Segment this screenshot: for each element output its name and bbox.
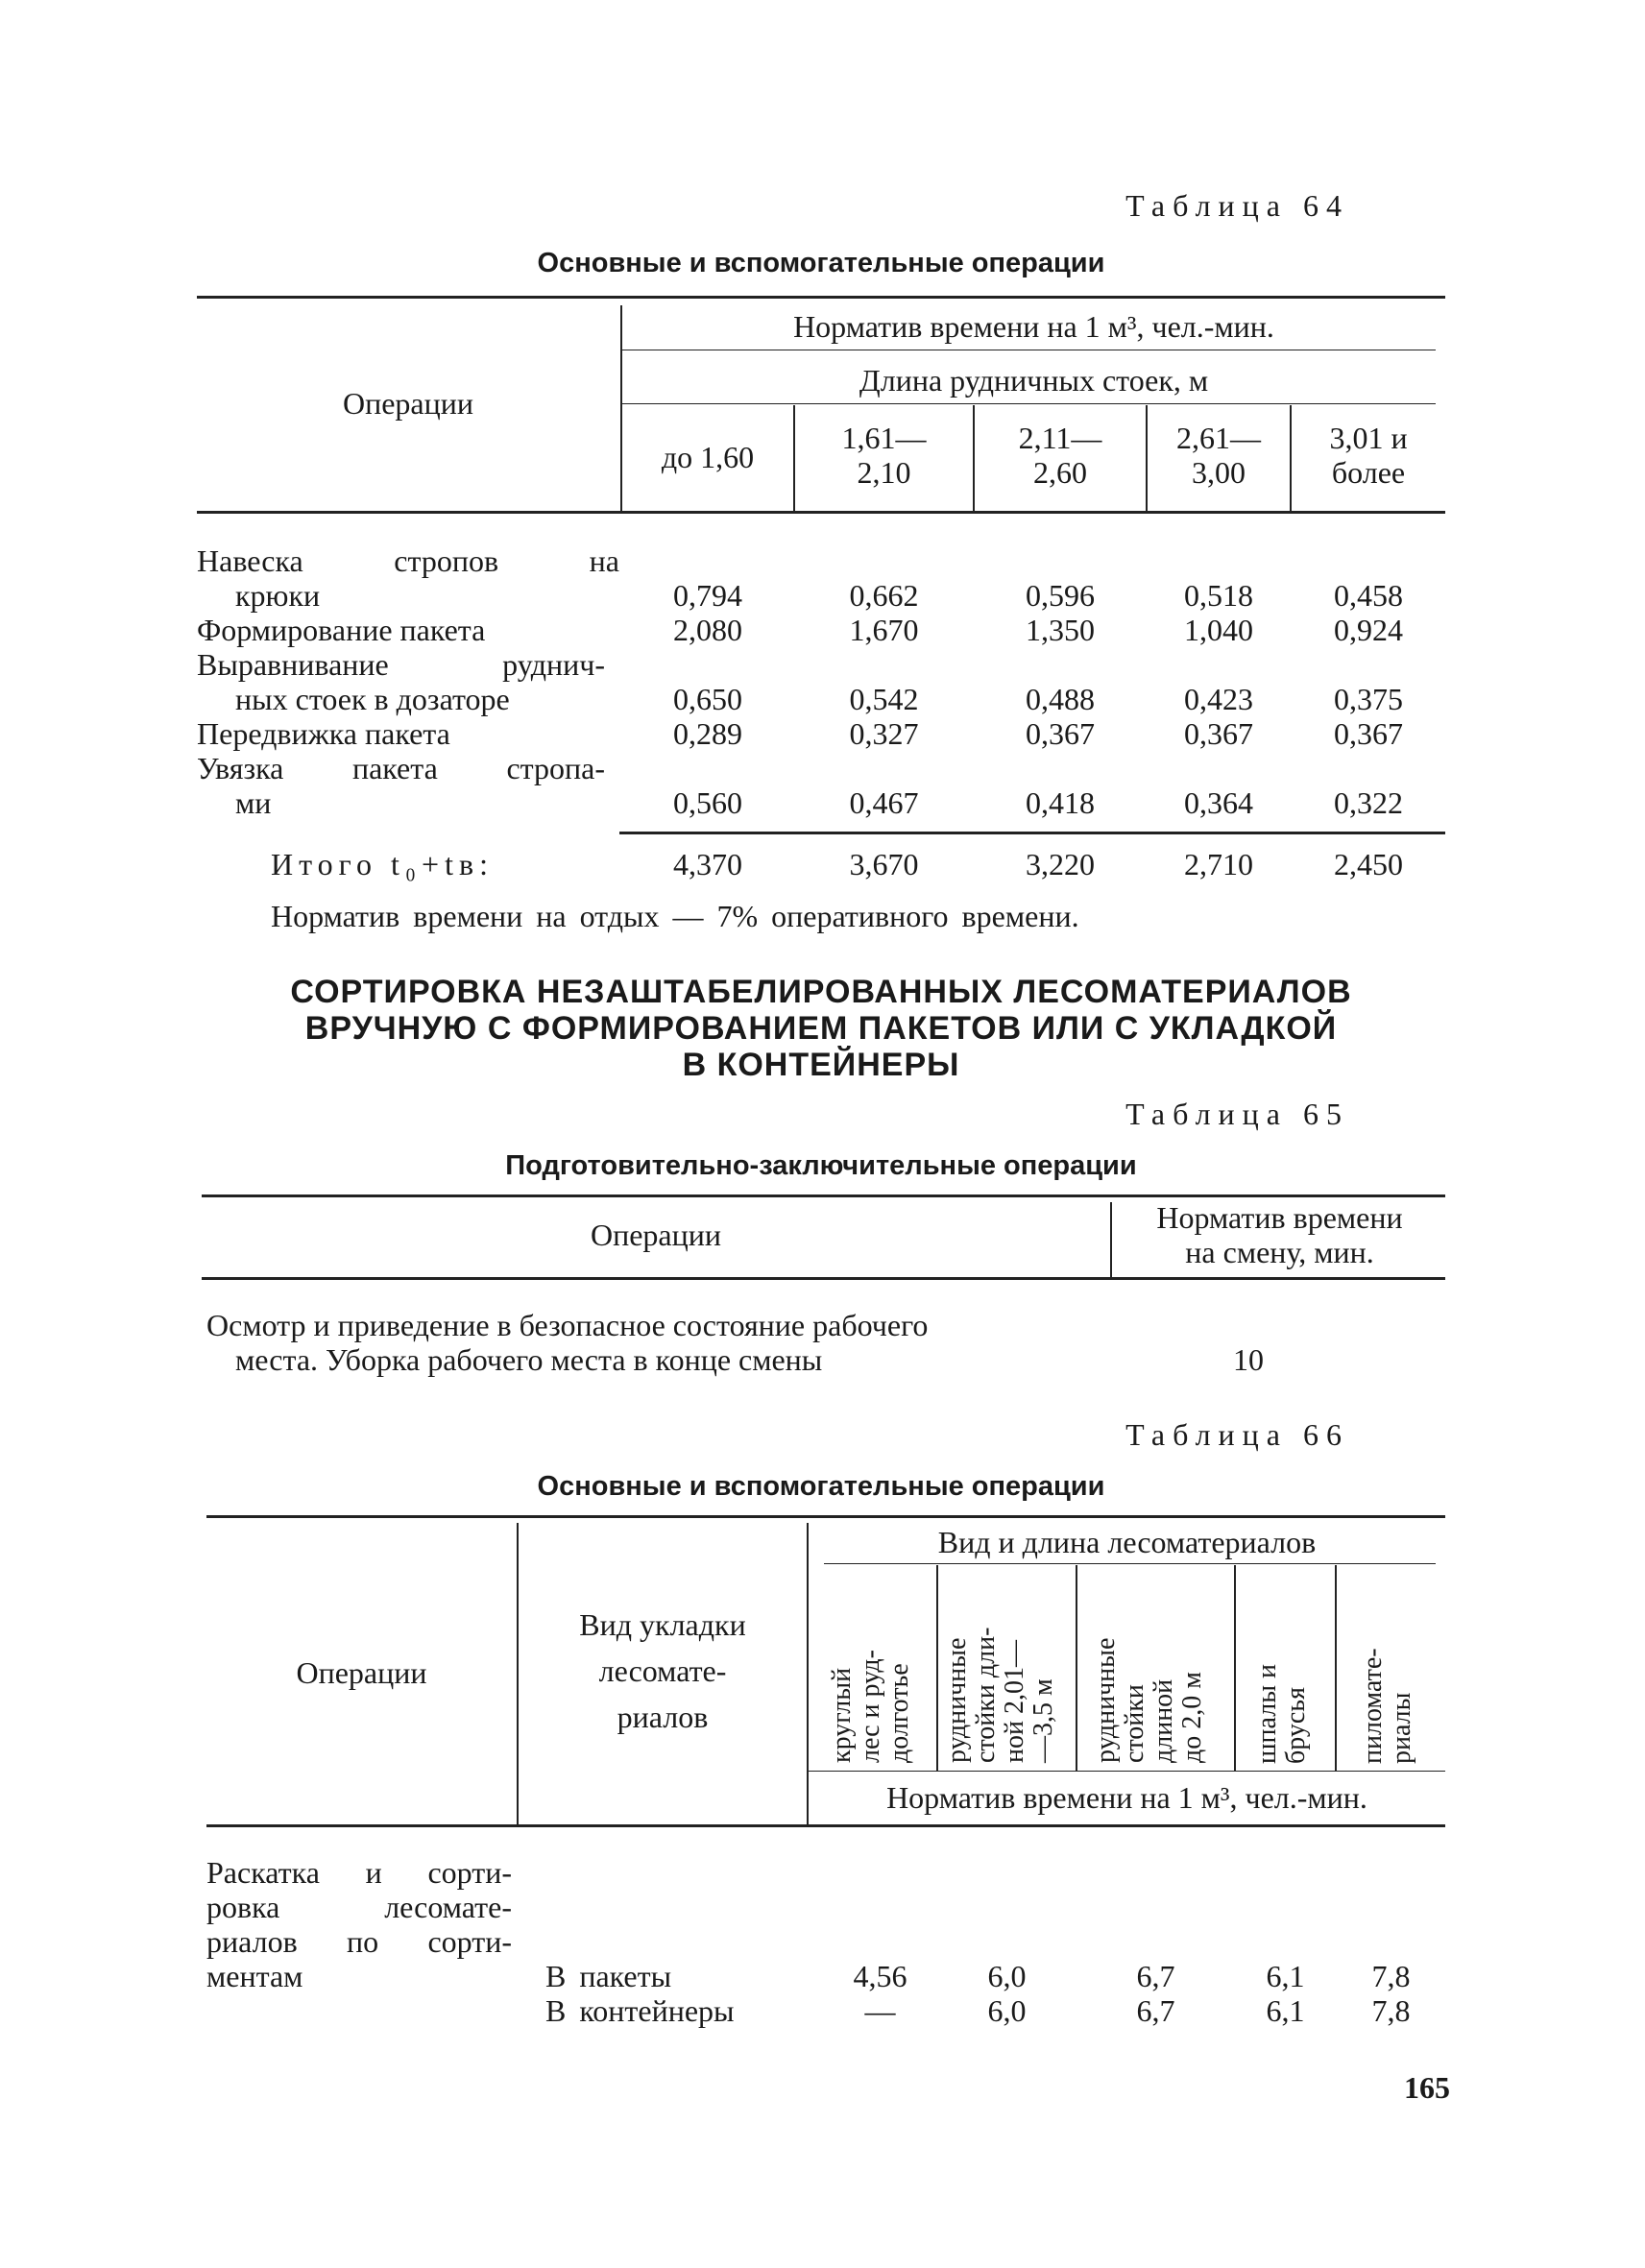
table-64-header-rule xyxy=(197,511,1445,514)
table-64-cell: 0,794 xyxy=(673,578,742,613)
table-64-total-cell: 2,450 xyxy=(1334,847,1403,881)
table-64-cell: 0,375 xyxy=(1334,682,1403,716)
table-66-title: Основные и вспомогательные операции xyxy=(537,1471,1105,1502)
table-64-norm-header: Норматив времени на 1 м³, чел.-мин. xyxy=(793,309,1274,344)
table-64-col-2: 1,61— 2,10 xyxy=(841,421,927,490)
table-64-col-5: 3,01 и более xyxy=(1329,421,1408,490)
table-64-col-4: 2,61— 3,00 xyxy=(1176,421,1261,490)
table-65-header-rule xyxy=(202,1277,1445,1280)
table-65-top-rule xyxy=(202,1194,1445,1197)
table-64-row-1-label: Навеска стропов на xyxy=(197,543,619,578)
table-66-norm-header: Норматив времени на 1 м³, чел.-мин. xyxy=(886,1780,1367,1815)
table-64-col-operations: Операции xyxy=(342,386,473,421)
table-65-col-norm: Норматив времени на смену, мин. xyxy=(1156,1200,1403,1269)
table-64-cell: 0,322 xyxy=(1334,785,1403,820)
table-64-cell: 0,924 xyxy=(1334,613,1403,647)
table-64-cell: 0,542 xyxy=(849,682,919,716)
table-64-row-3-label: Выравнивание руднич- xyxy=(197,647,605,682)
table-66-cell: 7,8 xyxy=(1371,1993,1411,2028)
table-66-subcol-3: рудничные стойки длиной до 2,0 м xyxy=(1091,1637,1207,1763)
table-64-cell: 0,289 xyxy=(673,716,742,751)
table-64-cell: 0,367 xyxy=(1026,716,1095,751)
table-64-cell: 0,467 xyxy=(849,785,919,820)
table-64-total-rule xyxy=(619,832,1445,834)
table-65-col-operations: Операции xyxy=(590,1218,721,1252)
table-64-col-3: 2,11— 2,60 xyxy=(1018,421,1102,490)
table-66-group-header: Вид и длина лесоматериалов xyxy=(937,1525,1317,1559)
table-66-row-2-kind: В контейнеры xyxy=(545,1993,735,2028)
table-64-caption: Таблица 64 xyxy=(1125,188,1349,223)
table-64-cell: 0,662 xyxy=(849,578,919,613)
page-number: 165 xyxy=(1404,2070,1450,2105)
table-64-cell: 1,350 xyxy=(1026,613,1095,647)
table-66-subcol-2: рудничные стойки дли- ной 2,01— —3,5 м xyxy=(942,1627,1058,1763)
table-64-row-5-label: Увязка пакета стропа- xyxy=(197,751,605,785)
table-64-cell: 0,423 xyxy=(1184,682,1253,716)
table-64-cell: 0,327 xyxy=(849,716,919,751)
table-66-cell: 7,8 xyxy=(1371,1959,1411,1993)
table-66-cell: 6,0 xyxy=(987,1959,1027,1993)
table-65-caption: Таблица 65 xyxy=(1125,1097,1349,1131)
table-64-cell: 0,650 xyxy=(673,682,742,716)
table-64-col-1: до 1,60 xyxy=(661,440,755,474)
table-66-cell: 6,1 xyxy=(1266,1993,1305,2028)
table-64-title: Основные и вспомогательные операции xyxy=(537,248,1105,278)
table-65-cell: 10 xyxy=(1233,1342,1264,1377)
table-66-col-operations: Операции xyxy=(296,1655,427,1690)
table-64-cell: 0,518 xyxy=(1184,578,1253,613)
table-64-top-rule xyxy=(197,296,1445,299)
table-64-cell: 0,367 xyxy=(1334,716,1403,751)
section-heading: СОРТИРОВКА НЕЗАШТАБЕЛИРОВАННЫХ ЛЕСОМАТЕРИАЛОВ ВРУЧНУЮ С ФОРМИРОВАНИЕМ ПАКЕТОВ ИЛИ С УКЛАДКОЙ В КОНТЕЙНЕРЫ xyxy=(290,974,1352,1083)
table-64-cell: 1,670 xyxy=(849,613,919,647)
table-64-cell: 0,458 xyxy=(1334,578,1403,613)
table-66-subcol-5: пиломате- риалы xyxy=(1358,1648,1416,1764)
table-64-cell: 0,418 xyxy=(1026,785,1095,820)
table-66-caption: Таблица 66 xyxy=(1125,1417,1349,1452)
table-66-col-kind: Вид укладки лесомате- риалов xyxy=(579,1607,746,1734)
table-65-title: Подготовительно-заключительные операции xyxy=(505,1150,1137,1181)
table-64-note: Норматив времени на отдых — 7% оперативного времени. xyxy=(271,899,1079,933)
table-64-length-header: Длина рудничных стоек, м xyxy=(859,363,1209,398)
table-64-total-cell: 3,220 xyxy=(1026,847,1095,881)
table-66-cell: 6,7 xyxy=(1136,1959,1175,1993)
table-66-cell: 6,7 xyxy=(1136,1993,1175,2028)
table-66-top-rule xyxy=(206,1515,1445,1518)
table-64-total-cell: 3,670 xyxy=(849,847,919,881)
table-64-total-cell: 4,370 xyxy=(673,847,742,881)
table-66-subcol-1: круглый лес и руд- долготье xyxy=(827,1650,914,1763)
table-66-cell: 6,1 xyxy=(1266,1959,1305,1993)
table-66-cell: 4,56 xyxy=(853,1959,907,1993)
table-64-cell: 0,367 xyxy=(1184,716,1253,751)
table-66-op-label: Раскатка и сорти- ровка лесомате- риалов по сорти- ментам xyxy=(206,1855,512,1993)
table-65-row-label: Осмотр и приведение в безопасное состояние рабочего места. Уборка рабочего места в конце смены xyxy=(206,1308,929,1377)
table-66-subcol-4: шпалы и брусья xyxy=(1252,1664,1311,1764)
table-64-row-2-label: Формирование пакета xyxy=(197,613,486,647)
table-64-cell: 0,364 xyxy=(1184,785,1253,820)
table-64-total-label: Итого t₀+tв: xyxy=(271,847,494,881)
table-66-row-1-kind: В пакеты xyxy=(545,1959,672,1993)
table-64-cell: 0,560 xyxy=(673,785,742,820)
table-64-cell: 0,596 xyxy=(1026,578,1095,613)
table-64-cell: 1,040 xyxy=(1184,613,1253,647)
table-64-row-4-label: Передвижка пакета xyxy=(197,716,450,751)
table-64-cell: 0,488 xyxy=(1026,682,1095,716)
table-64-total-cell: 2,710 xyxy=(1184,847,1253,881)
table-66-cell: 6,0 xyxy=(987,1993,1027,2028)
table-66-header-rule xyxy=(206,1824,1445,1827)
table-66-cell: — xyxy=(864,1993,896,2028)
table-64-cell: 2,080 xyxy=(673,613,742,647)
